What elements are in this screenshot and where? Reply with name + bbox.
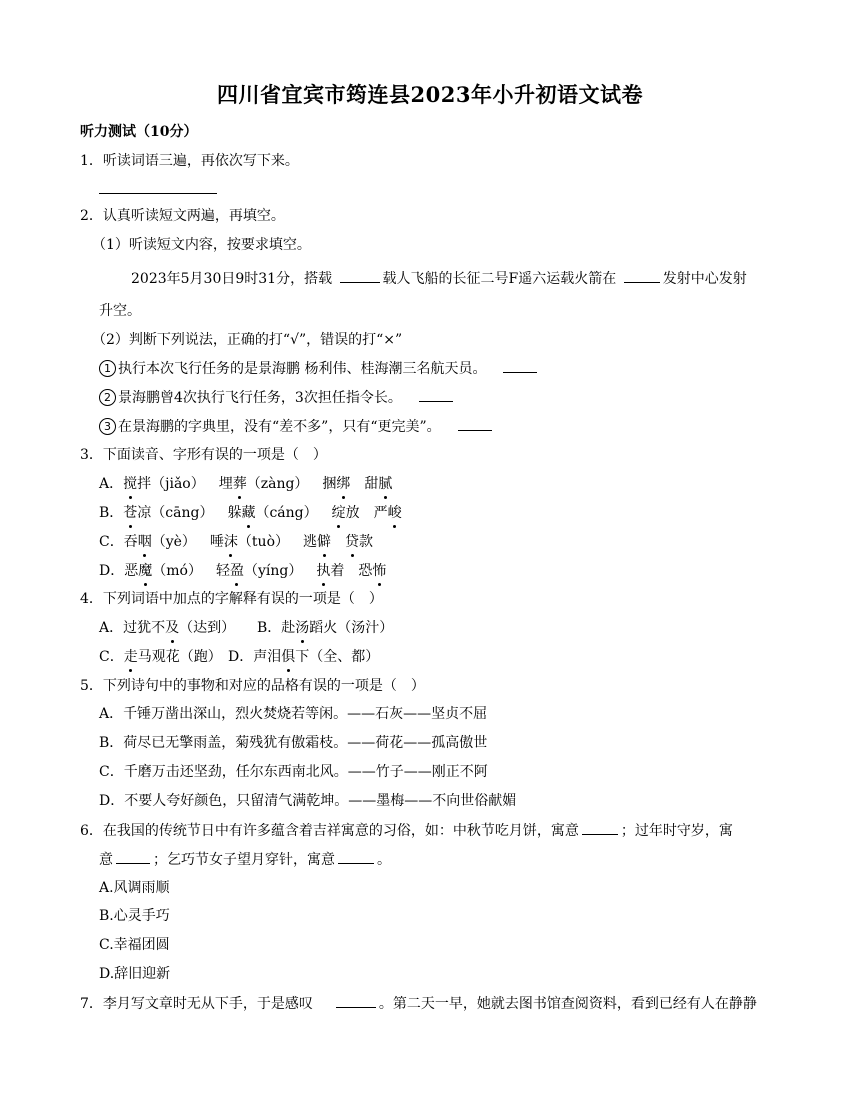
judge-item-text: 在景海鹏的字典里，没有“差不多”，只有“更完美”。 xyxy=(118,419,441,435)
dotted-char: 沫 xyxy=(223,534,238,550)
option-text: 蹈火（汤汁） xyxy=(309,620,394,636)
dotted-char: 腻 xyxy=(378,476,393,492)
dotted-char: 怖 xyxy=(372,563,387,579)
passage-text-b: 载人飞船的长征二号F遥六运载火箭在 xyxy=(382,271,617,287)
q2-stem: 2．认真听读短文两遍，再填空。 xyxy=(80,208,285,224)
q3-stem: 3．下面读音、字形有误的一项是（ ） xyxy=(80,447,327,463)
q3-option-a[interactable] xyxy=(99,474,392,494)
dotted-char: 绽 xyxy=(331,505,346,521)
q6-option-c[interactable]: C.幸福团圆 xyxy=(99,937,170,953)
word-part: 放 xyxy=(345,505,360,521)
word-part: 轻 xyxy=(215,563,230,579)
q6-blank-3[interactable] xyxy=(338,849,374,864)
blank-spaceship[interactable] xyxy=(340,268,380,283)
word-part: （zàng） xyxy=(246,476,309,492)
word-part: 凉（cāng） xyxy=(137,505,214,521)
q5-option-d[interactable]: D．不要人夸好颜色，只留清气满乾坤。——墨梅——不向世俗献媚 xyxy=(99,793,517,809)
word-part: （mó） xyxy=(152,563,202,579)
word-part: 捆 xyxy=(322,476,337,492)
word-part: （yè） xyxy=(151,534,196,550)
q6-text: 。 xyxy=(377,852,391,868)
word-part: 吞 xyxy=(123,534,138,550)
dotted-char: 贷 xyxy=(345,534,359,550)
passage-text-a: 2023年5月30日9时31分，搭载 xyxy=(131,271,333,287)
option-text: D．声泪 xyxy=(228,649,282,665)
dotted-char: 搅 xyxy=(123,476,138,492)
option-letter: A． xyxy=(99,476,124,492)
word-part: （tuò） xyxy=(237,534,289,550)
circled-number-2: 2 xyxy=(99,389,116,406)
blank-launch-center[interactable] xyxy=(624,268,660,283)
dotted-char: 咽 xyxy=(137,534,152,550)
q4-option-a[interactable] xyxy=(99,618,235,638)
word-part: 严 xyxy=(373,505,388,521)
judge-blank-2[interactable] xyxy=(419,387,453,402)
q7-text: 。第二天一早，她就去图书馆查阅资料，看到已经有人在静静 xyxy=(378,996,757,1012)
q7-stem xyxy=(80,993,757,1014)
q5-stem: 5．下列诗句中的事物和对应的品格有误的一项是（ ） xyxy=(80,678,425,694)
q3-option-d[interactable] xyxy=(99,561,386,581)
q3-option-b[interactable] xyxy=(99,503,402,523)
q7-text: 7．李月写文章时无从下手，于是感叹 xyxy=(80,996,313,1012)
section-heading: 听力测试（10分） xyxy=(80,124,198,140)
dotted-char: 俱 xyxy=(281,649,296,665)
circled-number-1: 1 xyxy=(99,360,116,377)
word-part: 着 xyxy=(330,563,345,579)
word-part: 拌（jiǎo） xyxy=(137,476,205,492)
q2-part1: （1）听读短文内容，按要求填空。 xyxy=(92,237,311,253)
q6-blank-2[interactable] xyxy=(116,849,150,864)
option-text: 下（全、都） xyxy=(295,649,380,665)
judge-item-3 xyxy=(99,416,495,437)
dotted-char: 盈 xyxy=(229,563,244,579)
q5-option-b[interactable]: B．荷尽已无擎雨盖，菊残犹有傲霜枝。——荷花——孤高傲世 xyxy=(99,735,488,751)
q6-stem-line1 xyxy=(80,820,733,841)
judge-item-2 xyxy=(99,387,456,408)
word-part: （cáng） xyxy=(255,505,318,521)
dotted-char: 峻 xyxy=(387,505,402,521)
word-part: 恶 xyxy=(124,563,139,579)
option-text: C． xyxy=(99,649,124,665)
option-letter: D． xyxy=(99,563,125,579)
option-letter: C． xyxy=(99,534,124,550)
judge-blank-3[interactable] xyxy=(458,416,492,431)
word-part: 躲 xyxy=(227,505,242,521)
word-part: 款 xyxy=(359,534,373,550)
circled-number-3: 3 xyxy=(99,418,116,435)
q6-text: 意 xyxy=(99,852,113,868)
q4-stem: 4．下列词语中加点的字解释有误的一项是（ ） xyxy=(80,591,383,607)
q6-text: ；过年时守岁，寓 xyxy=(620,823,733,839)
word-part: 恐 xyxy=(358,563,373,579)
dotted-char: 及 xyxy=(165,620,180,636)
passage-text-d: 升空。 xyxy=(99,303,141,319)
q6-blank-1[interactable] xyxy=(582,820,618,835)
word-part: 埋 xyxy=(218,476,233,492)
q4-option-c[interactable] xyxy=(99,647,222,667)
judge-item-text: 景海鹏曾4次执行飞行任务，3次担任指令长。 xyxy=(118,390,402,406)
dotted-char: 执 xyxy=(316,563,331,579)
dotted-char: 汤 xyxy=(295,620,310,636)
judge-item-1 xyxy=(99,358,540,379)
option-text: A．过犹不 xyxy=(99,620,166,636)
word-part: 逃 xyxy=(303,534,317,550)
dotted-char: 葬 xyxy=(232,476,247,492)
q4-option-b[interactable] xyxy=(257,618,393,638)
option-text: 马观花（跑） xyxy=(137,649,222,665)
q6-text: 6．在我国的传统节日中有许多蕴含着吉祥寓意的习俗，如：中秋节吃月饼，寓意 xyxy=(80,823,579,839)
q7-blank-1[interactable] xyxy=(336,993,376,1008)
dotted-char: 僻 xyxy=(317,534,331,550)
q6-option-d[interactable]: D.辞旧迎新 xyxy=(99,966,171,982)
q1-stem: 1．听读词语三遍，再依次写下来。 xyxy=(80,153,299,169)
q6-option-a[interactable]: A.风调雨顺 xyxy=(99,880,170,896)
q5-option-c[interactable]: C．千磨万击还坚劲，任尔东西南北风。——竹子——刚正不阿 xyxy=(99,764,488,780)
dotted-char: 藏 xyxy=(241,505,256,521)
q5-option-a[interactable]: A．千锤万凿出深山，烈火焚烧若等闲。——石灰——坚贞不屈 xyxy=(99,706,488,722)
passage-text-c: 发射中心发射 xyxy=(662,271,747,287)
q6-option-b[interactable]: B.心灵手巧 xyxy=(99,908,170,924)
word-part: （yíng） xyxy=(243,563,303,579)
page-title: 四川省宜宾市筠连县2023年小升初语文试卷 xyxy=(217,82,643,107)
q6-text: ；乞巧节女子望月穿针，寓意 xyxy=(153,852,335,868)
q2-passage-line xyxy=(131,268,747,289)
option-text: （达到） xyxy=(179,620,236,636)
option-letter: B． xyxy=(99,505,124,521)
judge-item-text: 执行本次飞行任务的是景海鹏 杨利伟、桂海潮三名航天员。 xyxy=(118,361,487,377)
dotted-char: 魔 xyxy=(138,563,153,579)
q2-part2: （2）判断下列说法，正确的打“√”，错误的打“×” xyxy=(92,332,403,348)
dotted-char: 苍 xyxy=(123,505,138,521)
word-part: 唾 xyxy=(209,534,224,550)
judge-blank-1[interactable] xyxy=(503,358,537,373)
q4-option-d[interactable] xyxy=(228,647,379,667)
dotted-char: 绑 xyxy=(336,476,351,492)
q3-option-c[interactable] xyxy=(99,532,373,552)
word-part: 甜 xyxy=(364,476,379,492)
q1-answer-line[interactable] xyxy=(99,193,217,194)
dotted-char: 走 xyxy=(123,649,138,665)
option-text: B．赴 xyxy=(257,620,296,636)
q6-stem-line2 xyxy=(99,849,391,870)
